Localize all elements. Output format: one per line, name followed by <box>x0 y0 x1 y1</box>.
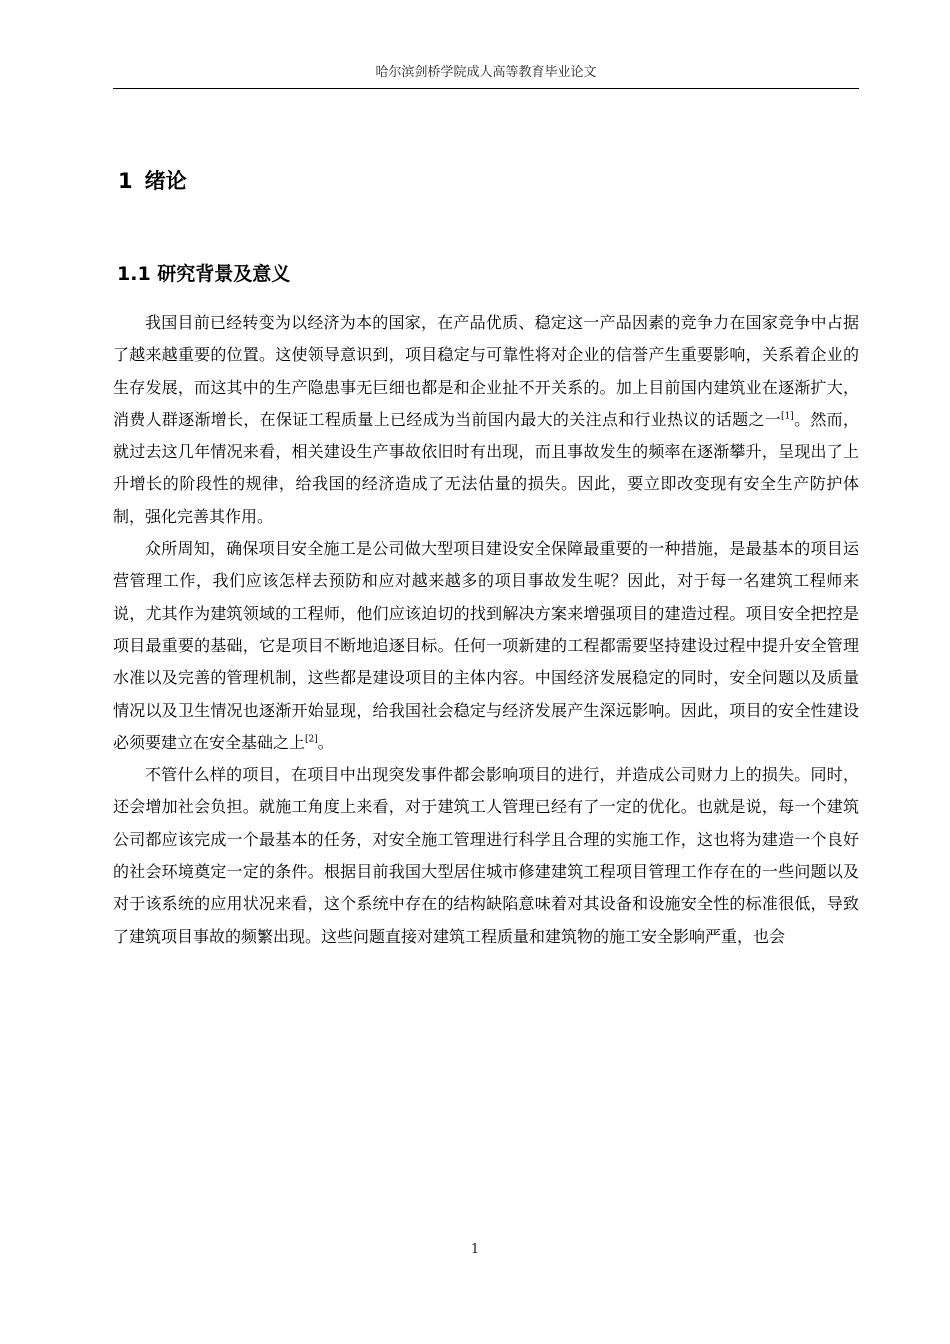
paragraph-3-text: 不管什么样的项目，在项目中出现突发事件都会影响项目的进行，并造成公司财力上的损失。同时，还会增加社会负担。就施工角度上来看，对于建筑工人管理已经有了一定的优化。也就是说，每一个建筑公司都应该完成一个最基本的任务，对安全施工管理进行科学且合理的实施工作，这也将为建造一个良好的社会环境奠定一定的条件。根据目前我国大型居住城市修建建筑工程项目管理工作存在的一些问题以及对于该系统的应用状况来看，这个系统中存在的结构缺陷意味着对其设备和设施安全性的标准很低，导致了建筑项目事故的频繁出现。这些问题直接对建筑工程质量和建筑物的施工安全影响严重，也会 <box>113 765 859 946</box>
paragraph-1-text-cont: 。然而，就过去这几年情况来看，相关建设生产事故依旧时有出现，而且事故发生的频率在逐渐攀升，呈现出了上升增长的阶段性的规律，给我国的经济造成了无法估量的损失。因此，要立即改变现有安全生产防护体制，强化完善其作用。 <box>113 409 859 526</box>
paragraph-3 <box>113 759 859 953</box>
paragraph-1 <box>113 307 859 533</box>
paragraph-2 <box>113 533 859 759</box>
paragraph-2-text-cont: 。 <box>317 732 334 752</box>
chapter-title-text: 绪论 <box>144 169 187 193</box>
citation-2: [2] <box>305 734 318 745</box>
page-number: 1 <box>470 1242 480 1257</box>
body-text <box>113 307 859 953</box>
section-title: 1.1 研究背景及意义 <box>117 263 291 285</box>
chapter-title <box>118 166 187 196</box>
paragraph-1-text: 我国目前已经转变为以经济为本的国家，在产品优质、稳定这一产品因素的竞争力在国家竞争中占据了越来越重要的位置。这使领导意识到，项目稳定与可靠性将对企业的信誉产生重要影响，关系着企业的生存发展，而这其中的生产隐患事无巨细也都是和企业扯不开关系的。加上目前国内建筑业在逐渐扩大，消费人群逐渐增长，在保证工程质量上已经成为当前国内最大的关注点和行业热议的话题之一 <box>113 313 859 429</box>
citation-1: [1] <box>781 411 794 422</box>
header-divider <box>113 88 859 89</box>
paragraph-2-text: 众所周知，确保项目安全施工是公司做大型项目建设安全保障最重要的一种措施，是最基本的项目运营管理工作，我们应该怎样去预防和应对越来越多的项目事故发生呢？因此，对于每一名建筑工程师来说，尤其作为建筑领域的工程师，他们应该迫切的找到解决方案来增强项目的建造过程。项目安全把控是项目最重要的基础，它是项目不断地追逐目标。任何一项新建的工程都需要坚持建设过程中提升安全管理水准以及完善的管理机制，这些都是建设项目的主体内容。中国经济发展稳定的同时，安全问题以及质量情况以及卫生情况也逐渐开始显现，给我国社会稳定与经济发展产生深远影响。因此，项目的安全性建设必须要建立在安全基础之上 <box>113 539 859 752</box>
page-header: 哈尔滨剑桥学院成人高等教育毕业论文 <box>375 65 597 80</box>
chapter-number: 1 <box>118 169 133 193</box>
